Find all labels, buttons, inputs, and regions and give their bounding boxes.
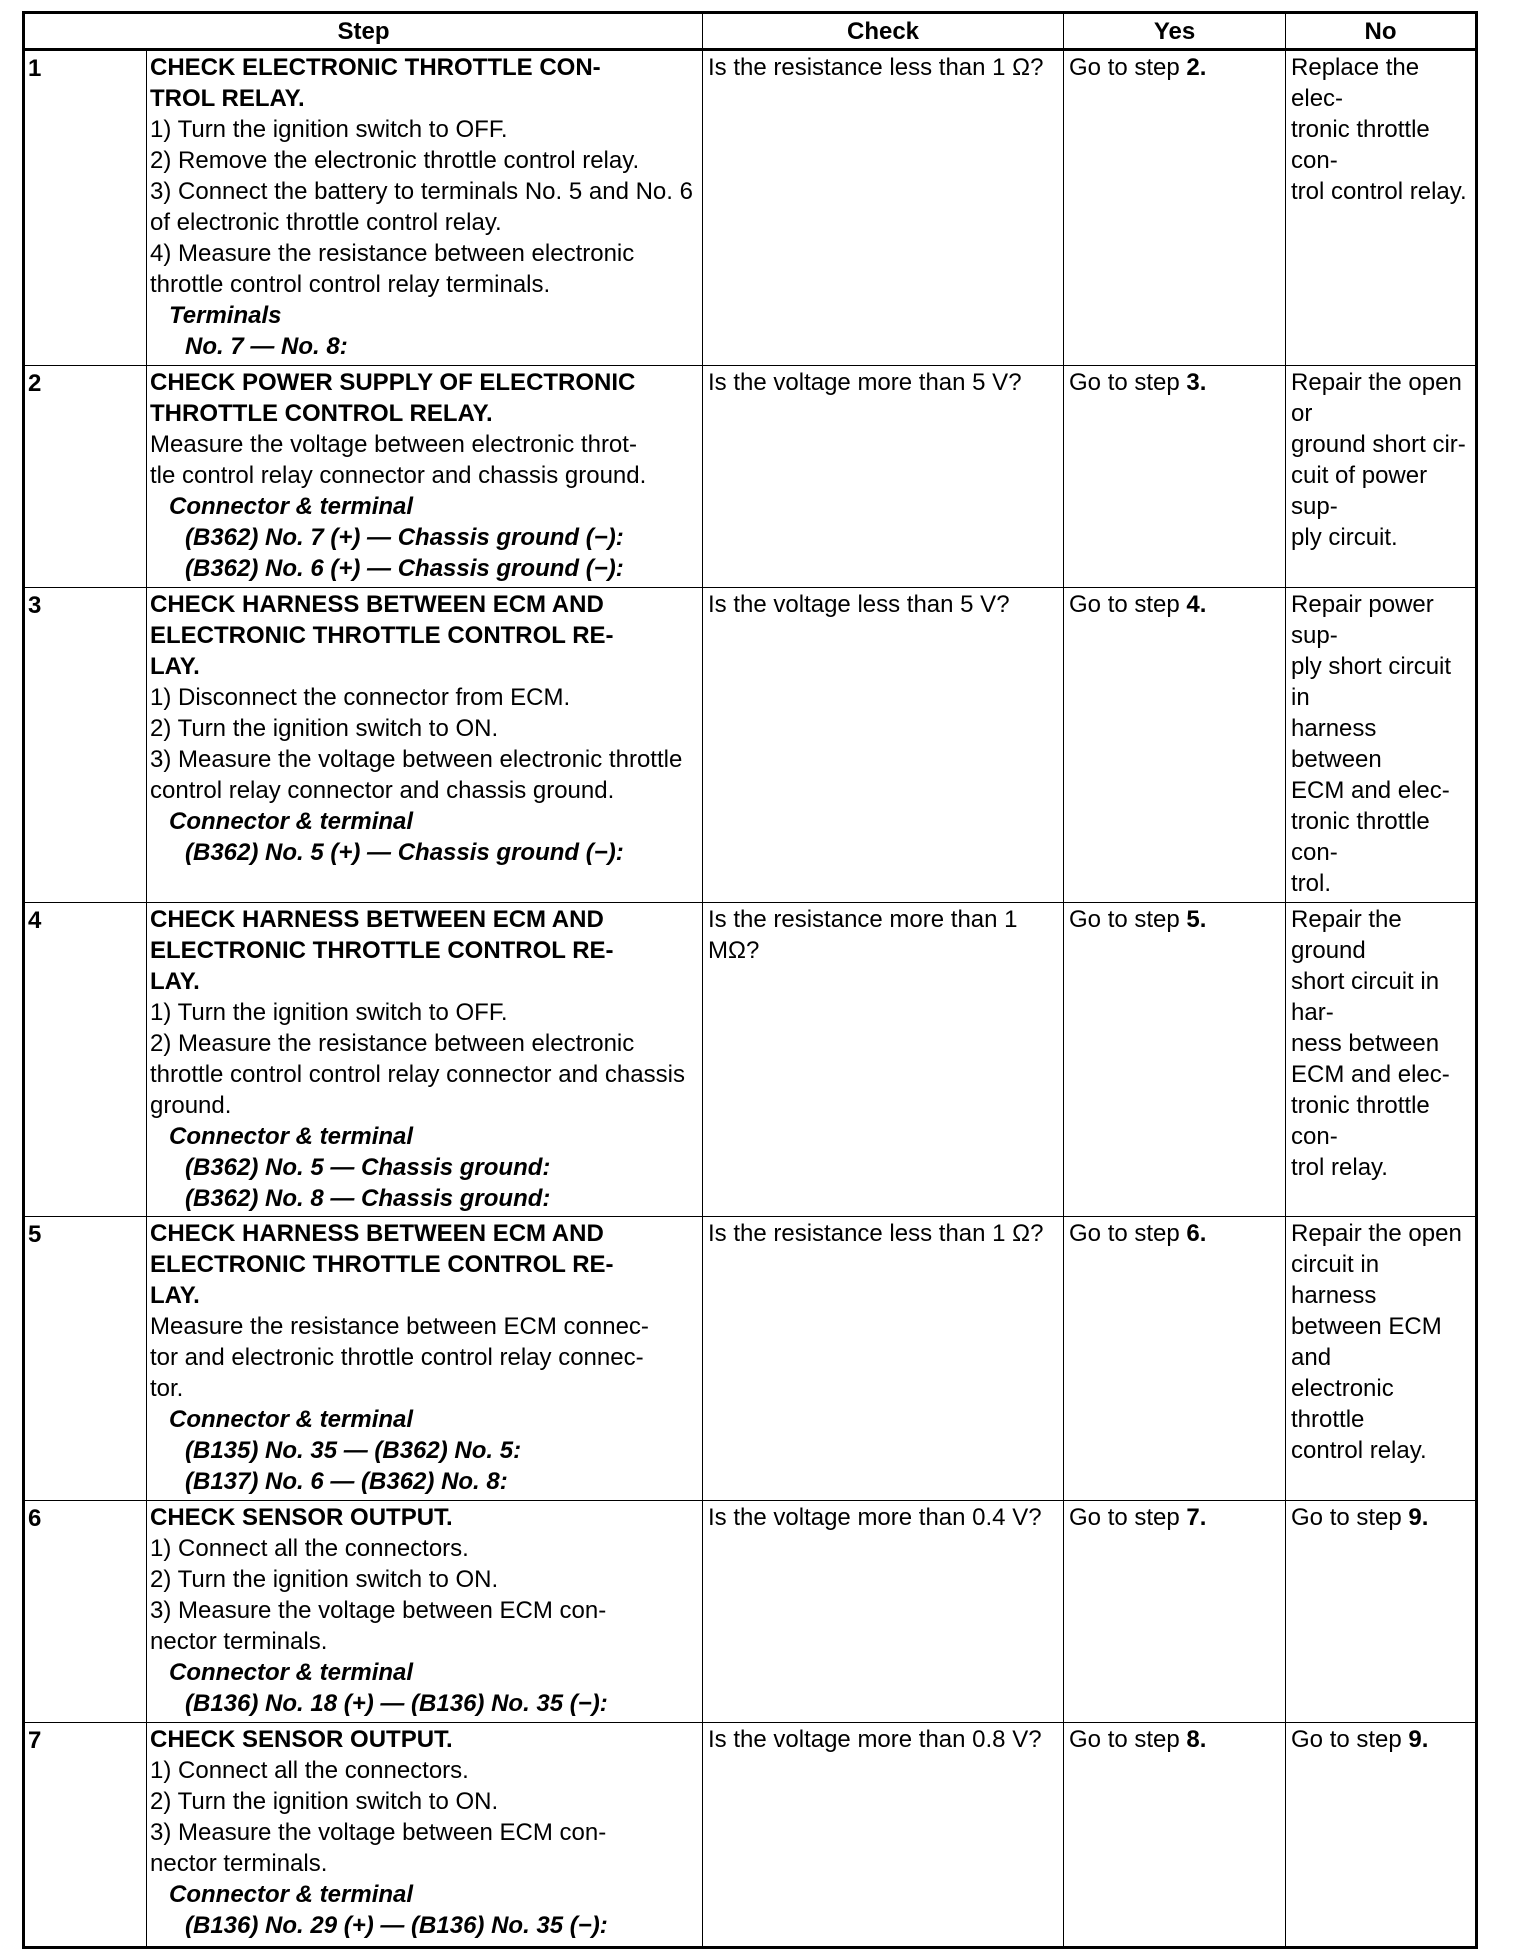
yes-step-number: 4. [1186,591,1207,618]
check-question: Is the voltage less than 5 V? [703,588,1064,903]
step-instruction: 1) Connect all the connectors. [150,1535,469,1562]
spec-item: (B137) No. 6 — (B362) No. 8: [185,1468,508,1495]
no-prefix: Go to step [1291,1726,1402,1753]
yes-prefix: Go to step [1069,369,1180,396]
spec-heading: Connector & terminal [169,808,414,835]
yes-prefix: Go to step [1069,1504,1180,1531]
spec-item: (B135) No. 35 — (B362) No. 5: [185,1437,522,1464]
header-check: Check [703,13,1064,50]
step-description [147,903,703,1217]
step-instruction: 2) Turn the ignition switch to ON. [150,1566,499,1593]
no-prefix: Go to step [1291,1504,1402,1531]
table-header-row [24,13,1477,50]
table-row [24,50,1477,366]
check-question: Is the resistance more than 1 MΩ? [703,903,1064,1217]
step-instruction: 2) Turn the ignition switch to ON. [150,1788,499,1815]
step-instruction: Measure the voltage between electronic throt- tle control relay connector and chassis ground. [150,431,647,489]
check-question: Is the voltage more than 0.4 V? [703,1501,1064,1723]
spec-item: (B362) No. 8 — Chassis ground: [185,1185,551,1212]
yes-step-number: 6. [1186,1220,1207,1247]
table-row [24,1723,1477,1948]
table-row [24,903,1477,1217]
check-question: Is the resistance less than 1 Ω? [703,1217,1064,1501]
yes-step-number: 2. [1186,54,1207,81]
header-yes: Yes [1064,13,1286,50]
step-number: 5 [24,1217,147,1501]
step-number: 6 [24,1501,147,1723]
step-description [147,1217,703,1501]
spec-item: (B362) No. 7 (+) — Chassis ground (−): [185,524,624,551]
header-no: No [1286,13,1477,50]
header-step: Step [24,13,703,50]
spec-item: No. 7 — No. 8: [185,333,348,360]
step-instruction: 1) Turn the ignition switch to OFF. [150,999,508,1026]
no-action: Repair the open circuit in harness between ECM and electronic throttle control relay. [1286,1217,1477,1501]
spec-item: (B362) No. 5 (+) — Chassis ground (−): [185,839,624,866]
spec-item: (B136) No. 29 (+) — (B136) No. 35 (−): [185,1912,608,1939]
no-action [1286,1723,1477,1948]
step-description [147,50,703,366]
yes-action [1064,1217,1286,1501]
spec-heading: Terminals [169,302,282,329]
no-step-number: 9. [1408,1726,1429,1753]
check-question: Is the resistance less than 1 Ω? [703,50,1064,366]
table-row [24,588,1477,903]
yes-prefix: Go to step [1069,1726,1180,1753]
step-number: 1 [24,50,147,366]
step-instruction: 2) Turn the ignition switch to ON. [150,715,499,742]
yes-action [1064,1501,1286,1723]
step-description [147,1501,703,1723]
yes-prefix: Go to step [1069,591,1180,618]
check-question: Is the voltage more than 0.8 V? [703,1723,1064,1948]
yes-action [1064,366,1286,588]
no-action: Repair power sup- ply short circuit in harness between ECM and elec- tronic throttle con- trol. [1286,588,1477,903]
step-instruction: 3) Measure the voltage between ECM con- nector terminals. [150,1819,607,1877]
yes-step-number: 7. [1186,1504,1207,1531]
spec-item: (B362) No. 5 — Chassis ground: [185,1154,551,1181]
spec-heading: Connector & terminal [169,1659,414,1686]
yes-action [1064,588,1286,903]
spec-item: (B136) No. 18 (+) — (B136) No. 35 (−): [185,1690,608,1717]
step-instruction: 3) Measure the voltage between electronic throttle control relay connector and chassis ground. [150,746,683,804]
step-title: CHECK SENSOR OUTPUT. [150,1726,453,1753]
table-row [24,366,1477,588]
step-instruction: Measure the resistance between ECM connec- tor and electronic throttle control relay connec- tor. [150,1313,649,1402]
step-title: CHECK HARNESS BETWEEN ECM AND ELECTRONIC THROTTLE CONTROL RE- LAY. [150,1220,614,1309]
step-number: 7 [24,1723,147,1948]
no-action: Replace the elec- tronic throttle con- trol control relay. [1286,50,1477,366]
step-instruction: 2) Measure the resistance between electronic throttle control control relay connector and chassis ground. [150,1030,685,1119]
step-description [147,588,703,903]
step-title: CHECK HARNESS BETWEEN ECM AND ELECTRONIC THROTTLE CONTROL RE- LAY. [150,906,614,995]
step-number: 3 [24,588,147,903]
spec-item: (B362) No. 6 (+) — Chassis ground (−): [185,555,624,582]
step-title: CHECK POWER SUPPLY OF ELECTRONIC THROTTLE CONTROL RELAY. [150,369,636,427]
spec-heading: Connector & terminal [169,1406,414,1433]
step-instruction: 1) Connect all the connectors. [150,1757,469,1784]
table-row [24,1217,1477,1501]
step-instruction: 2) Remove the electronic throttle control relay. [150,147,640,174]
step-instruction: 4) Measure the resistance between electronic throttle control control relay terminals. [150,240,635,298]
yes-step-number: 8. [1186,1726,1207,1753]
spec-heading: Connector & terminal [169,493,414,520]
check-question: Is the voltage more than 5 V? [703,366,1064,588]
step-description [147,1723,703,1948]
step-instruction: 3) Measure the voltage between ECM con- nector terminals. [150,1597,607,1655]
no-action: Repair the ground short circuit in har- ness between ECM and elec- tronic throttle con- trol relay. [1286,903,1477,1217]
step-title: CHECK HARNESS BETWEEN ECM AND ELECTRONIC THROTTLE CONTROL RE- LAY. [150,591,614,680]
spec-heading: Connector & terminal [169,1881,414,1908]
table-row [24,1501,1477,1723]
step-number: 2 [24,366,147,588]
step-number: 4 [24,903,147,1217]
step-title: CHECK SENSOR OUTPUT. [150,1504,453,1531]
yes-step-number: 3. [1186,369,1207,396]
step-instruction: 1) Disconnect the connector from ECM. [150,684,571,711]
yes-prefix: Go to step [1069,906,1180,933]
yes-prefix: Go to step [1069,54,1180,81]
step-description [147,366,703,588]
step-title: CHECK ELECTRONIC THROTTLE CON- TROL RELAY. [150,54,601,112]
step-instruction: 1) Turn the ignition switch to OFF. [150,116,508,143]
yes-prefix: Go to step [1069,1220,1180,1247]
yes-action [1064,903,1286,1217]
no-step-number: 9. [1408,1504,1429,1531]
no-action: Repair the open or ground short cir- cuit of power sup- ply circuit. [1286,366,1477,588]
no-action [1286,1501,1477,1723]
yes-step-number: 5. [1186,906,1207,933]
diagnostic-table [22,11,1478,1949]
step-instruction: 3) Connect the battery to terminals No. 5 and No. 6 of electronic throttle control relay. [150,178,693,236]
yes-action [1064,50,1286,366]
yes-action [1064,1723,1286,1948]
spec-heading: Connector & terminal [169,1123,414,1150]
